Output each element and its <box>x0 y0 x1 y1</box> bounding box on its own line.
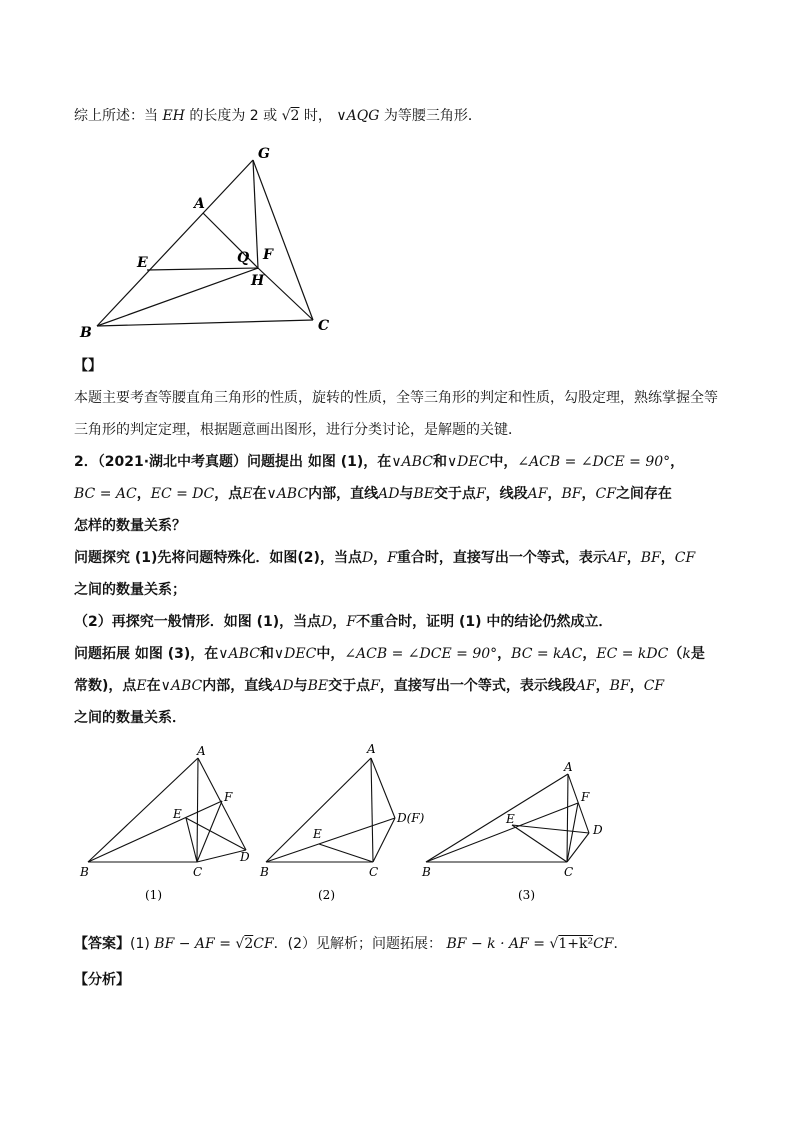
fig1-label-b: B <box>80 865 89 879</box>
figure-top <box>70 140 360 340</box>
label-f: F <box>263 247 273 263</box>
fig3-label-f: F <box>581 790 590 804</box>
bracket-heading: 【】 <box>74 358 102 374</box>
fig1-label-e: E <box>173 807 182 821</box>
fig3-label-e: E <box>506 812 515 826</box>
problem-line-2: BC = AC，EC = DC，点E在∨ABC内部，直线AD与BE交于点F，线段AF，BF，CF之间存在 <box>74 486 672 502</box>
fig2-caption: (2) <box>318 888 335 902</box>
fig3-label-d: D <box>593 823 603 837</box>
fig2-label-b: B <box>260 865 269 879</box>
fig1-label-a: A <box>197 744 206 758</box>
math-eh: EH <box>162 108 185 124</box>
figure-1-lines <box>88 758 246 862</box>
label-c: C <box>318 318 330 334</box>
fig3-label-a: A <box>564 760 573 774</box>
figure-2-lines <box>266 758 395 862</box>
fig3-label-b: B <box>422 865 431 879</box>
problem-line-4: 问题探究 (1)先将问题特殊化．如图(2)，当点D，F重合时，直接写出一个等式，表示AF，BF，CF <box>74 550 696 566</box>
fig2-label-df: D(F) <box>397 811 425 825</box>
problem-line-9: 之间的数量关系． <box>74 710 186 726</box>
label-a: A <box>194 196 205 212</box>
fig2-label-e: E <box>313 827 322 841</box>
figures-row <box>70 735 630 910</box>
answer-tag: 【答案】 <box>74 936 130 952</box>
fig2-label-c: C <box>369 865 379 879</box>
label-q: Q <box>237 250 250 266</box>
problem-line-1: 2．（2021·湖北中考真题）问题提出 如图 (1)，在∨ABC和∨DEC中，∠ACB = ∠DCE = 90°， <box>74 454 685 470</box>
figure-top-lines <box>97 160 313 326</box>
fig1-label-d: D <box>240 850 250 864</box>
analysis-heading: 【分析】 <box>74 972 130 988</box>
problem-line-3: 怎样的数量关系？ <box>74 518 186 534</box>
fig2-label-a: A <box>367 742 376 756</box>
review-line-2: 三角形的判定定理，根据题意画出图形，进行分类讨论，是解题的关键． <box>74 422 522 438</box>
fig1-caption: (1) <box>145 888 162 902</box>
problem-line-5: 之间的数量关系； <box>74 582 186 598</box>
math-triangle-aqg: ∨AQG <box>336 108 380 124</box>
summary-line: 综上所述：当 EH 的长度为 2 或 √2 时， ∨AQG 为等腰三角形． <box>74 108 482 124</box>
label-b: B <box>80 325 92 340</box>
fig1-label-c: C <box>193 865 203 879</box>
problem-line-7: 问题拓展 如图 (3)，在∨ABC和∨DEC中，∠ACB = ∠DCE = 90°，BC = kAC，EC = kDC（k是 <box>74 646 705 662</box>
fig3-label-c: C <box>564 865 574 879</box>
label-e: E <box>137 255 148 271</box>
problem-line-8: 常数)，点E在∨ABC内部，直线AD与BE交于点F，直接写出一个等式，表示线段AF，BF，CF <box>74 678 665 694</box>
fig3-caption: (3) <box>518 888 535 902</box>
review-line-1: 本题主要考查等腰直角三角形的性质，旋转的性质，全等三角形的判定和性质，勾股定理，熟练掌握全等 <box>74 390 718 406</box>
label-h: H <box>251 273 265 289</box>
problem-line-6: （2）再探究一般情形．如图 (1)，当点D，F不重合时，证明 (1) 中的结论仍然成立． <box>74 614 613 630</box>
sqrt-expression: √2 <box>281 108 300 124</box>
answer-line: 【答案】(1) BF − AF = √2CF．(2）见解析；问题拓展： BF − k · AF = √1+k²CF． <box>74 936 628 952</box>
label-g: G <box>258 146 270 162</box>
fig1-label-f: F <box>224 790 233 804</box>
